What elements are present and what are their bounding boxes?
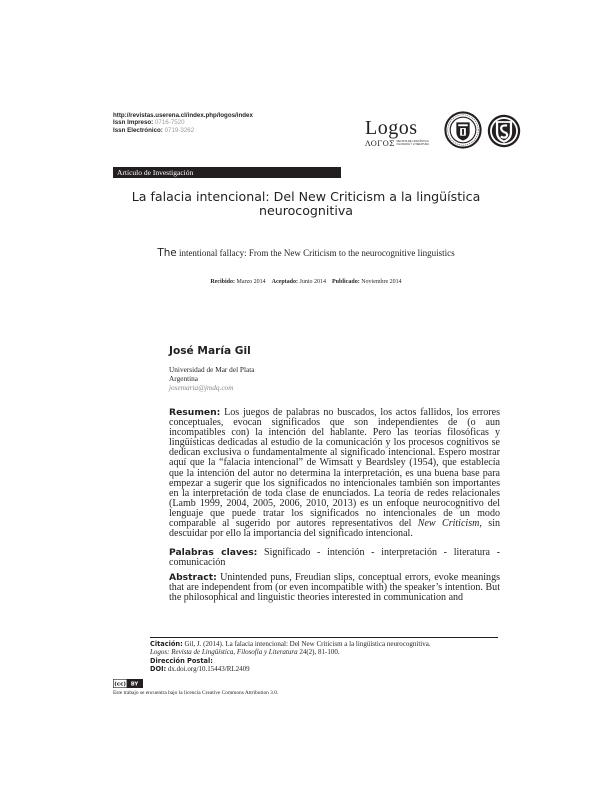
keywords-label: Palabras claves: <box>169 547 258 558</box>
received-label: Recibido: <box>210 279 235 285</box>
logo-latin-text: Logos <box>365 117 418 139</box>
logo-greek-text: ΛΟΓΟΣ <box>365 139 395 148</box>
logos-journal-logo <box>365 118 429 152</box>
section-label-bar: Artículo de Investigación <box>113 167 341 178</box>
doi-label: DOI: <box>150 664 167 673</box>
university-seal-icon <box>444 111 482 149</box>
abstract-text: Unintended puns, Freudian slips, conceptual errors, evoke meanings that are independent from (or even incompatible with) the speaker’s intention. But the philosophical and linguistic theories interested in communication and <box>169 573 500 604</box>
journal-line <box>150 648 500 656</box>
abstract-label: Abstract: <box>169 573 217 583</box>
issn-print-value: 0716-7520 <box>154 119 185 127</box>
issn-print-label: Issn Impreso: <box>113 119 154 127</box>
logo-small-line-1: REVISTA DE LINGÜÍSTICA <box>396 139 429 143</box>
cc-badge-left-text: (cc) <box>114 681 126 688</box>
author-name: José María Gil <box>169 345 251 357</box>
cc-badge-right-text: BY <box>130 681 139 688</box>
logo-greek-row <box>365 139 429 148</box>
journal-url[interactable]: http://revistas.userena.cl/index.php/logos/index <box>113 112 253 119</box>
citation-label: Citación: <box>150 640 183 648</box>
author-country: Argentina <box>169 373 199 383</box>
issn-print-line <box>113 119 253 126</box>
logo-small-text <box>397 141 429 147</box>
resumen-label: Resumen: <box>169 407 221 418</box>
article-title-english <box>113 248 499 259</box>
issn-electronic-line <box>113 127 253 134</box>
citation-footnote <box>150 640 500 673</box>
title-en-lead: The <box>157 247 177 259</box>
journal-header-info <box>113 112 253 134</box>
author-email[interactable]: josemaria@jmdq.com <box>169 382 234 392</box>
license-text: Este trabajo se encuentra bajo la licencia Creative Commons Attribution 3.0. <box>113 690 279 696</box>
shield-logo-icon <box>486 113 522 149</box>
article-title-spanish: La falacia intencional: Del New Criticism a la lingüística neurocognitiva <box>131 189 481 218</box>
doi-value[interactable]: dx.doi.org/10.15443/RL2409 <box>166 664 250 673</box>
published-value: Noviembre 2014 <box>361 279 402 285</box>
address-label: Dirección Postal: <box>150 656 213 665</box>
published-label: Publicado: <box>332 279 360 285</box>
footnote-divider <box>150 637 498 638</box>
resumen-italic: New Criticism <box>417 518 480 530</box>
issn-electronic-value: 0719-3262 <box>164 126 195 134</box>
journal-name: Logos: Revista de Lingüística, Filosofía y Literatura <box>150 648 298 657</box>
address-line <box>150 657 500 665</box>
title-en-rest: intentional fallacy: From the New Criticism to the neurocognitive linguistics <box>176 248 455 258</box>
issn-electronic-label: Issn Electrónico: <box>113 126 163 134</box>
resumen-text-1: Los juegos de palabras no buscados, los actos fallidos, los errores conceptuales, evocan significados que son independientes de (o aun incompatibles con) la intención del hablante. Pero las teorías filosóficas y lingüísticas dedicadas al estudio de la comunicación y los procesos cognitivos se dedican exclusiva o fundamentalmente al significado intencional. Espero mostrar aquí que la “falacia intencional” de Wimsatt y Beardsley (1954), que establecía que la intención del autor no determina la interpretación, es una buena base para empezar a sugerir que los significados no intencionales también son importantes en la interpretación de toda clase de enunciados. La teoría de redes relacionales (Lamb 1999, 2004, 2005, 2006, 2010, 2013) es un enfoque neurocognitivo del lenguaje que puede tratar los significados no intencionales de un modo comparable al sugerido por autores representativos del <box>169 407 500 530</box>
keywords-text: Significado - intención - interpretación - literatura - comunicación <box>169 547 501 569</box>
resumen-text-2: , sin descuidar por ello la importancia del significado intencional. <box>169 518 501 540</box>
article-dates <box>113 279 499 285</box>
author-affiliation <box>169 366 255 392</box>
resumen-paragraph <box>169 408 500 539</box>
received-value: Marzo 2014 <box>236 279 266 285</box>
accepted-label: Aceptado: <box>271 279 298 285</box>
citation-line <box>150 640 500 648</box>
keywords-paragraph <box>169 548 500 568</box>
logo-small-line-2: FILOSOFÍA Y LITERATURA <box>396 142 430 146</box>
author-institution: Universidad de Mar del Plata <box>169 365 255 374</box>
abstract-paragraph <box>169 573 500 624</box>
journal-volume: 24(2), 81-100. <box>297 648 340 657</box>
citation-text: Gil, J. (2014). La falacia intencional: Del New Criticism a la lingüística neurocognitiva. <box>182 640 431 648</box>
doi-line <box>150 665 500 673</box>
accepted-value: Junio 2014 <box>299 279 327 285</box>
creative-commons-icon[interactable] <box>113 679 143 688</box>
